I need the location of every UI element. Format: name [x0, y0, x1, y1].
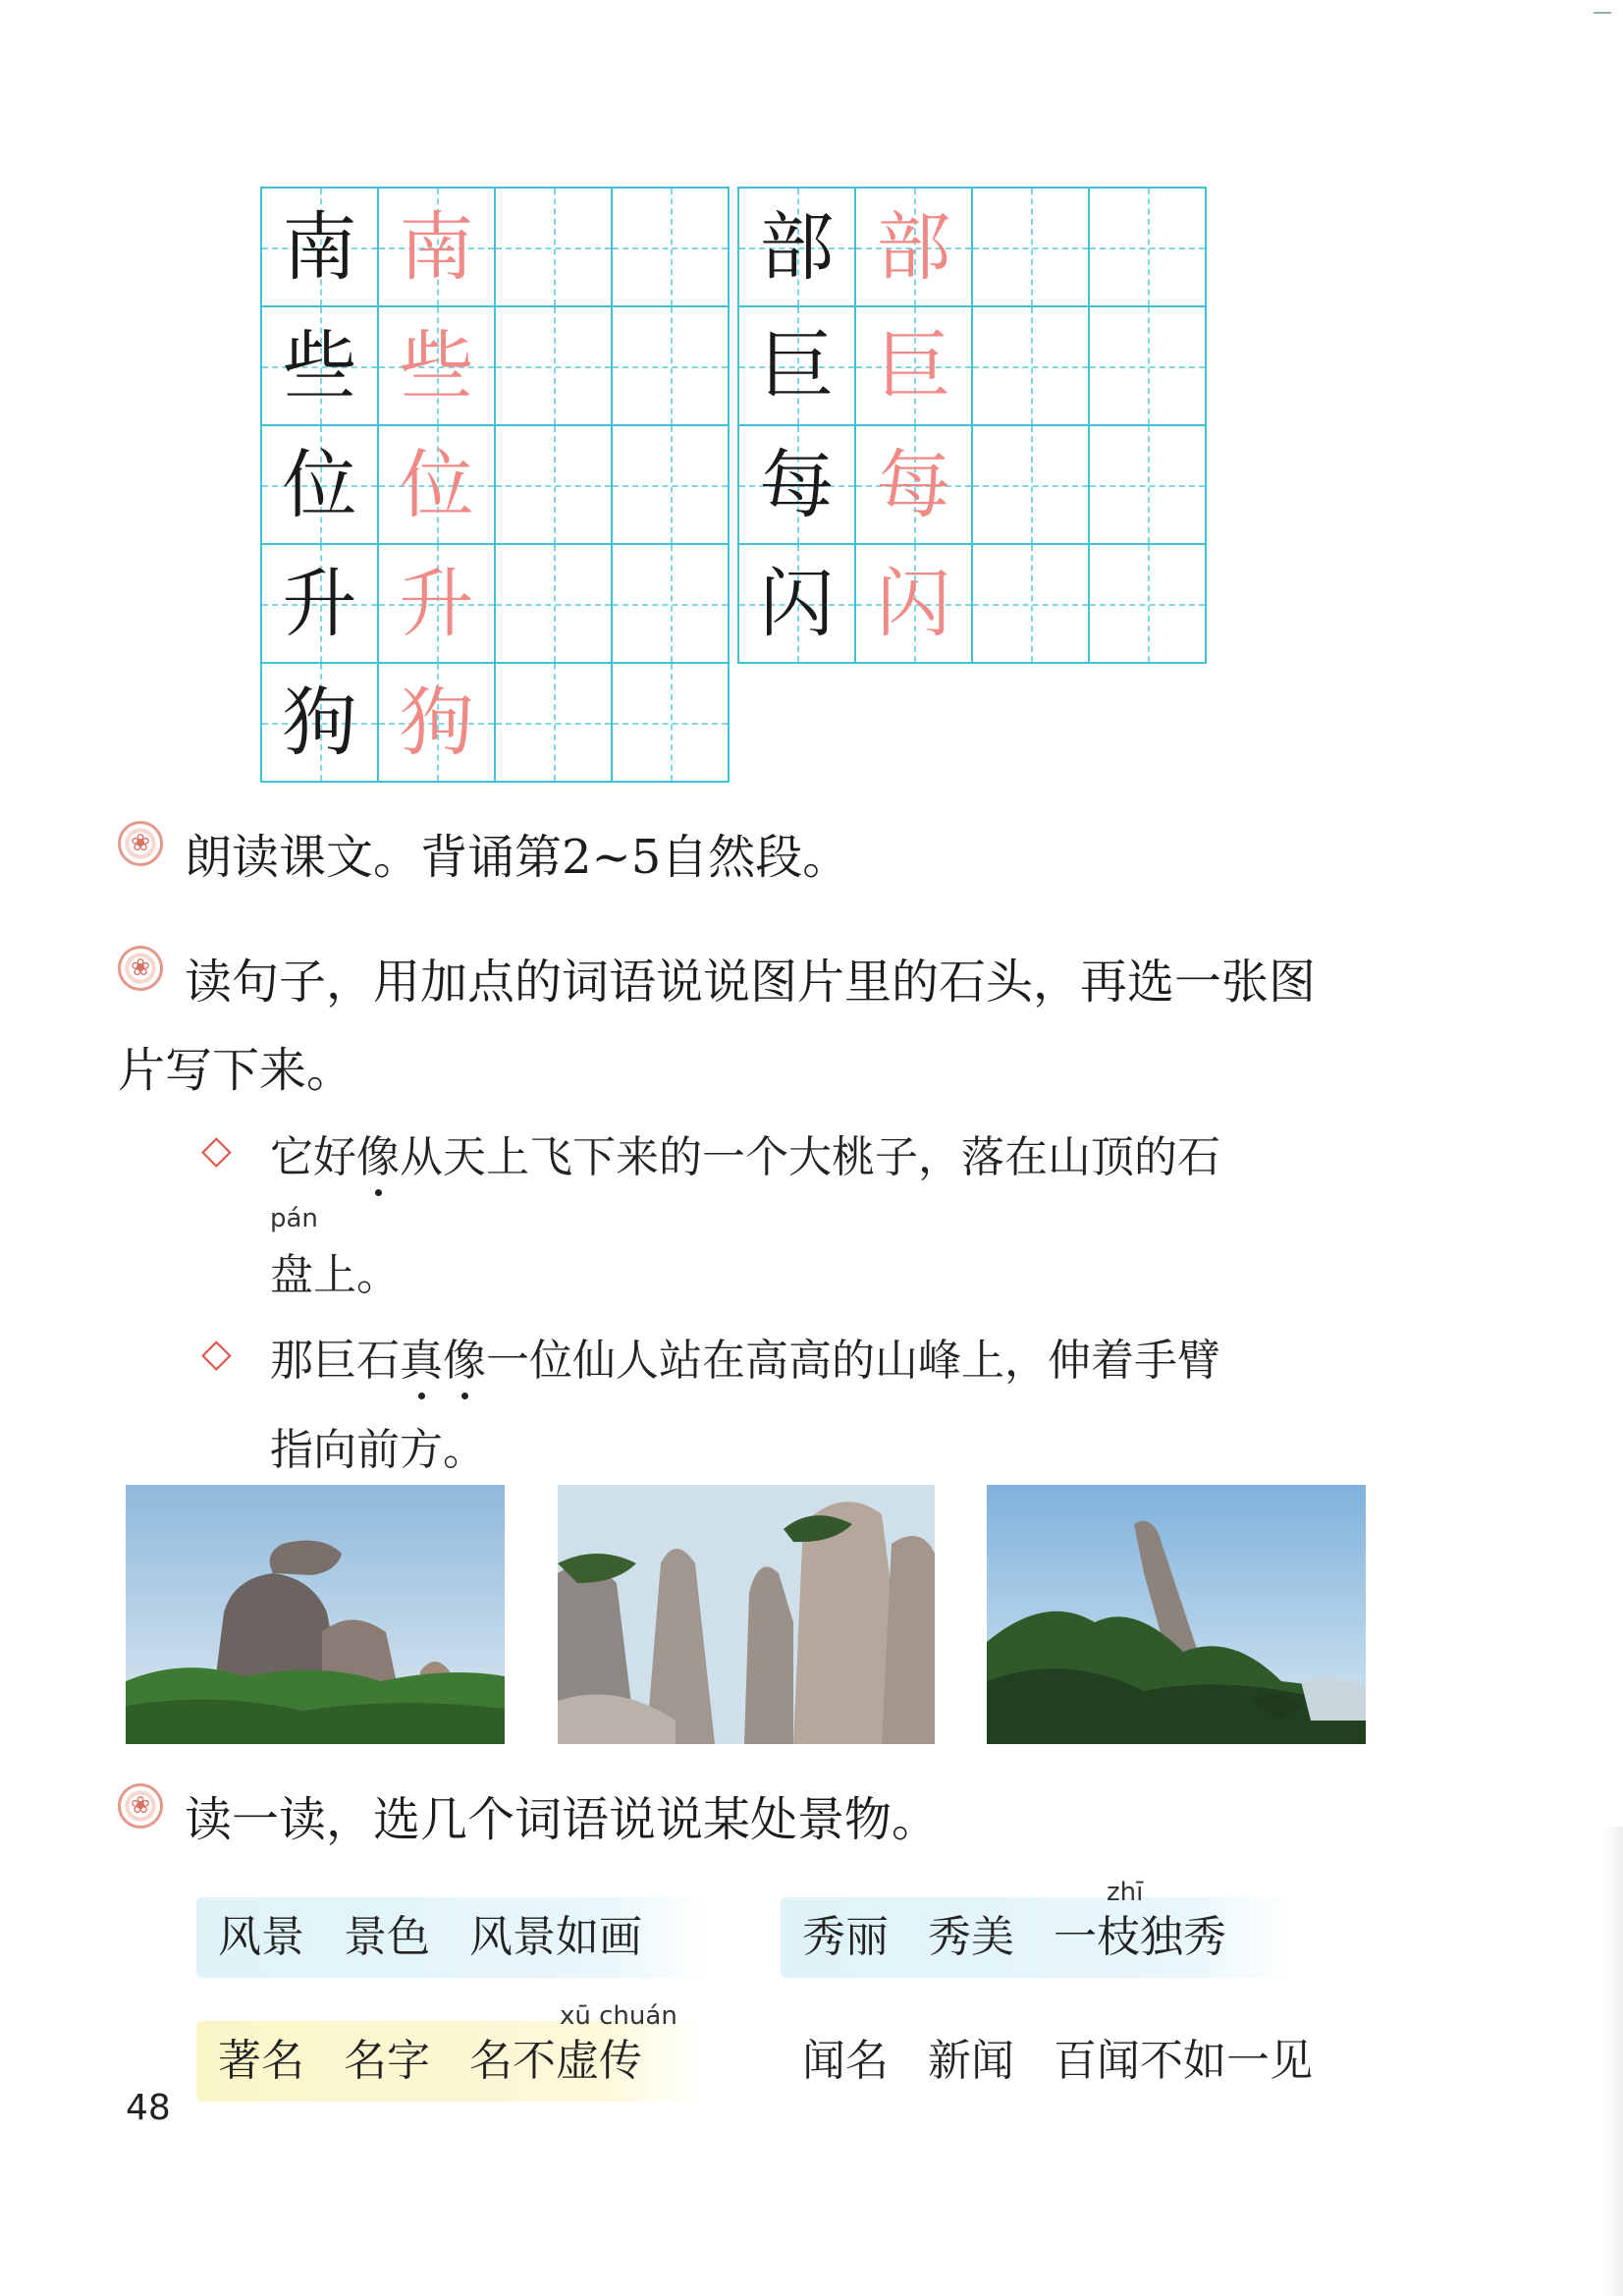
- sentence-1-text-start: 它好: [270, 1132, 356, 1182]
- grid-cell[interactable]: [612, 306, 729, 425]
- grid-cell[interactable]: [612, 188, 729, 306]
- trace-character: 部: [876, 203, 951, 291]
- sentence-2-line1: [270, 1325, 1220, 1388]
- grid-cell: [738, 425, 855, 544]
- grid-cell[interactable]: [495, 663, 612, 782]
- grid-cell[interactable]: [612, 663, 729, 782]
- writing-grid-left: [260, 187, 730, 783]
- word-item: 秀丽: [802, 1912, 889, 1962]
- grid-cell[interactable]: [612, 425, 729, 544]
- dotted-word: 像: [356, 1121, 400, 1184]
- exercise-bullet-icon: [118, 821, 163, 866]
- sentence-2-line2: 指向前方。: [270, 1425, 486, 1475]
- trace-character: 南: [399, 203, 474, 291]
- grid-cell[interactable]: [495, 544, 612, 663]
- sentence-1-line2: [270, 1204, 400, 1302]
- sentence-1-line1: [270, 1121, 1220, 1184]
- word-text: 名不虚传: [469, 2036, 642, 2086]
- model-character: 狗: [282, 679, 357, 766]
- diamond-marker-1: ◇: [201, 1127, 232, 1173]
- page-edge-shadow: [1601, 1827, 1623, 2296]
- word-text: 一枝独秀: [1054, 1912, 1226, 1962]
- grid-cell[interactable]: [495, 306, 612, 425]
- exercise-read-aloud: [118, 813, 849, 902]
- word-item: 风景: [218, 1912, 304, 1962]
- grid-cell: [738, 306, 855, 425]
- page-corner-mark: [1594, 12, 1611, 14]
- grid-cell: [261, 306, 378, 425]
- exercise-bullet-icon: [118, 946, 163, 991]
- grid-cell: [261, 544, 378, 663]
- word-item-with-pinyin: [1054, 1878, 1226, 1978]
- trace-character: 每: [876, 441, 951, 528]
- grid-cell: [378, 306, 495, 425]
- sentence-task-line2: 片写下来。: [118, 1043, 354, 1098]
- exercise-bullet-icon: [118, 1783, 163, 1829]
- model-character: 些: [282, 322, 357, 410]
- model-character: 南: [282, 203, 357, 291]
- trace-character: 巨: [876, 322, 951, 410]
- model-character: 部: [759, 203, 835, 291]
- word-item: 秀美: [928, 1912, 1014, 1962]
- pinyin-zhi: zhī: [1107, 1878, 1144, 1907]
- model-character: 闪: [759, 560, 835, 647]
- word-item: 新闻: [928, 2036, 1014, 2086]
- model-character: 位: [282, 441, 357, 528]
- word-item: 名字: [344, 2036, 430, 2086]
- trace-character: 狗: [399, 679, 474, 766]
- grid-cell: [738, 188, 855, 306]
- grid-cell[interactable]: [612, 544, 729, 663]
- grid-cell: [378, 188, 495, 306]
- grid-cell: [855, 425, 972, 544]
- pinyin-pan: pán: [270, 1204, 318, 1233]
- sentence-task-line1: 读句子，用加点的词语说说图片里的石头，再选一张图: [185, 955, 1317, 1010]
- trace-character: 升: [399, 560, 474, 647]
- sentence-1-text-rest: 从天上飞下来的一个大桃子，落在山顶的石: [400, 1132, 1220, 1182]
- word-box-fame: [196, 2001, 707, 2102]
- grid-cell: [855, 306, 972, 425]
- word-item: 闻名: [802, 2036, 889, 2086]
- photo-peach-rock: [126, 1485, 505, 1744]
- grid-cell: [378, 425, 495, 544]
- diamond-marker-2: ◇: [201, 1331, 232, 1376]
- sentence-1-line2-rest: 上。: [313, 1250, 400, 1300]
- grid-cell: [261, 663, 378, 782]
- dotted-word: 像: [443, 1325, 486, 1388]
- grid-cell[interactable]: [495, 188, 612, 306]
- word-item-with-pinyin: [469, 2001, 677, 2102]
- grid-cell: [855, 544, 972, 663]
- grid-cell[interactable]: [972, 544, 1089, 663]
- grid-cell[interactable]: [1089, 188, 1206, 306]
- ruby-char: 盘: [270, 1250, 313, 1300]
- grid-cell[interactable]: [1089, 425, 1206, 544]
- read-aloud-text: 朗读课文。背诵第2~5自然段。: [185, 830, 850, 885]
- grid-cell: [738, 544, 855, 663]
- model-character: 巨: [759, 322, 835, 410]
- grid-cell[interactable]: [972, 425, 1089, 544]
- grid-cell[interactable]: [1089, 544, 1206, 663]
- word-task-text: 读一读，选几个词语说说某处景物。: [185, 1792, 940, 1847]
- grid-cell[interactable]: [972, 306, 1089, 425]
- word-item: 百闻不如一见: [1054, 2036, 1313, 2086]
- word-item: 著名: [218, 2036, 304, 2086]
- word-box-beauty: [781, 1878, 1291, 1978]
- exercise-sentence-task: [118, 938, 1316, 1115]
- grid-cell: [378, 544, 495, 663]
- grid-cell: [261, 188, 378, 306]
- word-item: 景色: [344, 1912, 430, 1962]
- word-box-scenery: [196, 1897, 707, 1978]
- grid-cell: [855, 188, 972, 306]
- grid-cell: [261, 425, 378, 544]
- writing-grid-right: [737, 187, 1207, 664]
- model-character: 每: [759, 441, 835, 528]
- grid-cell: [378, 663, 495, 782]
- photo-finger-rock: [987, 1485, 1366, 1744]
- exercise-word-task: [118, 1776, 939, 1864]
- grid-cell[interactable]: [972, 188, 1089, 306]
- photo-immortal-rock: [558, 1485, 935, 1744]
- sentence-2-text-rest: 一位仙人站在高高的山峰上，伸着手臂: [486, 1336, 1220, 1386]
- grid-cell[interactable]: [1089, 306, 1206, 425]
- word-box-hearing: [781, 2021, 1370, 2102]
- dotted-word: 真: [400, 1325, 443, 1388]
- model-character: 升: [282, 560, 357, 647]
- pinyin-xu-chuan: xū chuán: [560, 2001, 677, 2031]
- word-item: 风景如画: [469, 1912, 642, 1962]
- trace-character: 闪: [876, 560, 951, 647]
- grid-cell[interactable]: [495, 425, 612, 544]
- page-number: 48: [126, 2088, 171, 2128]
- trace-character: 些: [399, 322, 474, 410]
- ruby-word-pan: [270, 1204, 318, 1302]
- sentence-2-text-start: 那巨石: [270, 1336, 400, 1386]
- trace-character: 位: [399, 441, 474, 528]
